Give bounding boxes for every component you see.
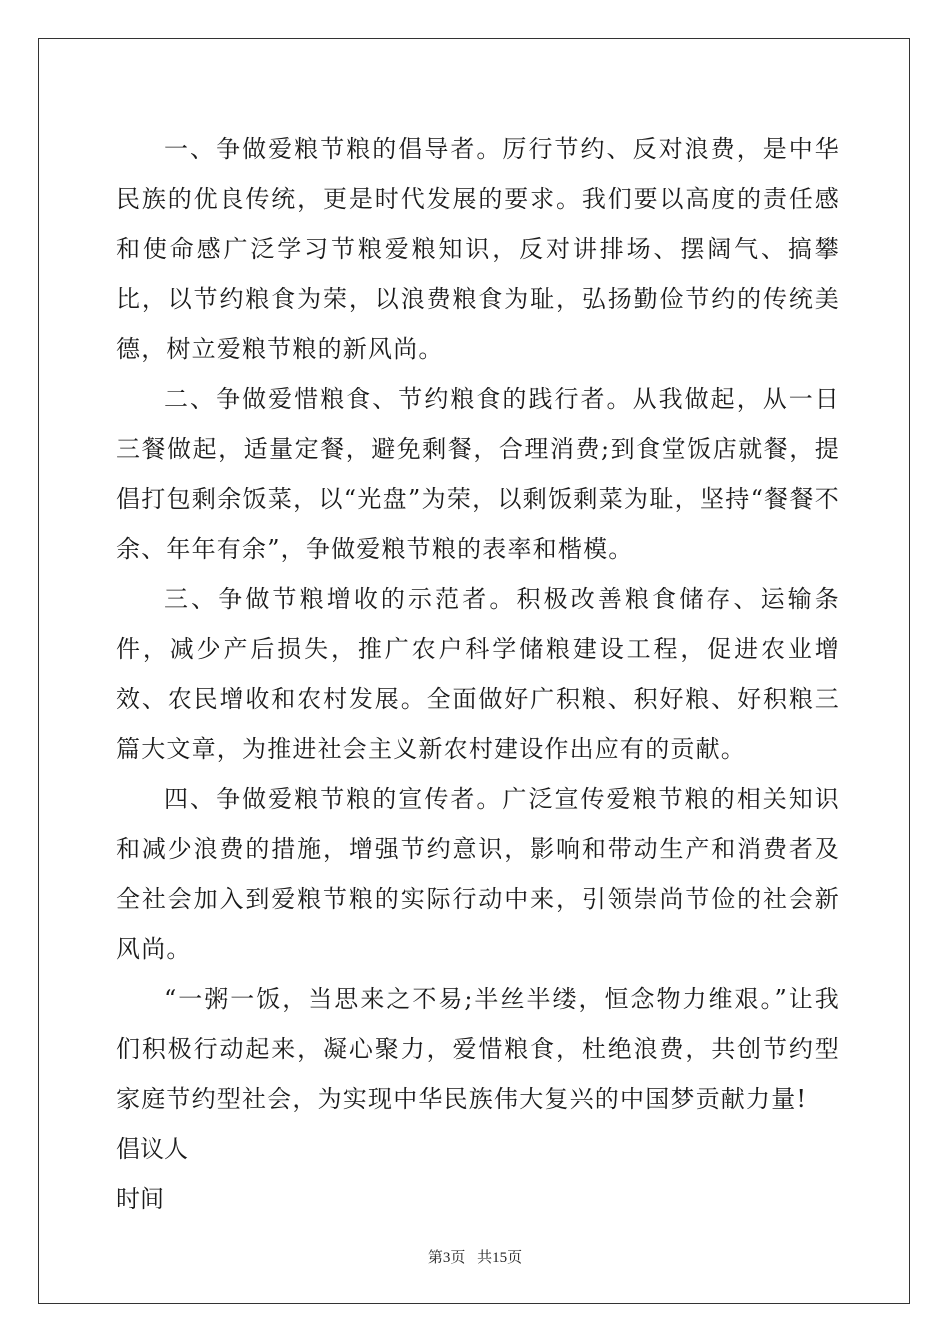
paragraph-2: 二、争做爱惜粮食、节约粮食的践行者。从我做起，从一日三餐做起，适量定餐，避免剩餐，合理消费;到食堂饭店就餐，提倡打包剩余饭菜，以“光盘”为荣，以剩饭剩菜为耻，坚持“餐餐不余、年年有余”，争做爱粮节粮的表率和楷模。	[116, 385, 840, 563]
proposer-label: 倡议人	[116, 1135, 188, 1163]
paragraph-5: “一粥一饭，当思来之不易;半丝半缕，恒念物力维艰。”让我们积极行动起来，凝心聚力，爱惜粮食，杜绝浪费，共创节约型家庭节约型社会，为实现中华民族伟大复兴的中国梦贡献力量!	[116, 985, 840, 1113]
page-footer	[0, 1246, 950, 1267]
paragraph-4: 四、争做爱粮节粮的宣传者。广泛宣传爱粮节粮的相关知识和减少浪费的措施，增强节约意识，影响和带动生产和消费者及全社会加入到爱粮节粮的实际行动中来，引领崇尚节俭的社会新风尚。	[116, 785, 840, 963]
page-number-current: 第3页	[427, 1250, 466, 1266]
document-body	[116, 124, 840, 1224]
paragraph-1: 一、争做爱粮节粮的倡导者。厉行节约、反对浪费，是中华民族的优良传统，更是时代发展的要求。我们要以高度的责任感和使命感广泛学习节粮爱粮知识，反对讲排场、摆阔气、搞攀比，以节约粮食为荣，以浪费粮食为耻，弘扬勤俭节约的传统美德，树立爱粮节粮的新风尚。	[116, 135, 840, 363]
page-number-total: 共15页	[477, 1250, 523, 1266]
paragraph-3: 三、争做节粮增收的示范者。积极改善粮食储存、运输条件，减少产后损失，推广农户科学储粮建设工程，促进农业增效、农民增收和农村发展。全面做好广积粮、积好粮、好积粮三篇大文章，为推进社会主义新农村建设作出应有的贡献。	[116, 585, 840, 763]
date-label: 时间	[116, 1185, 164, 1213]
